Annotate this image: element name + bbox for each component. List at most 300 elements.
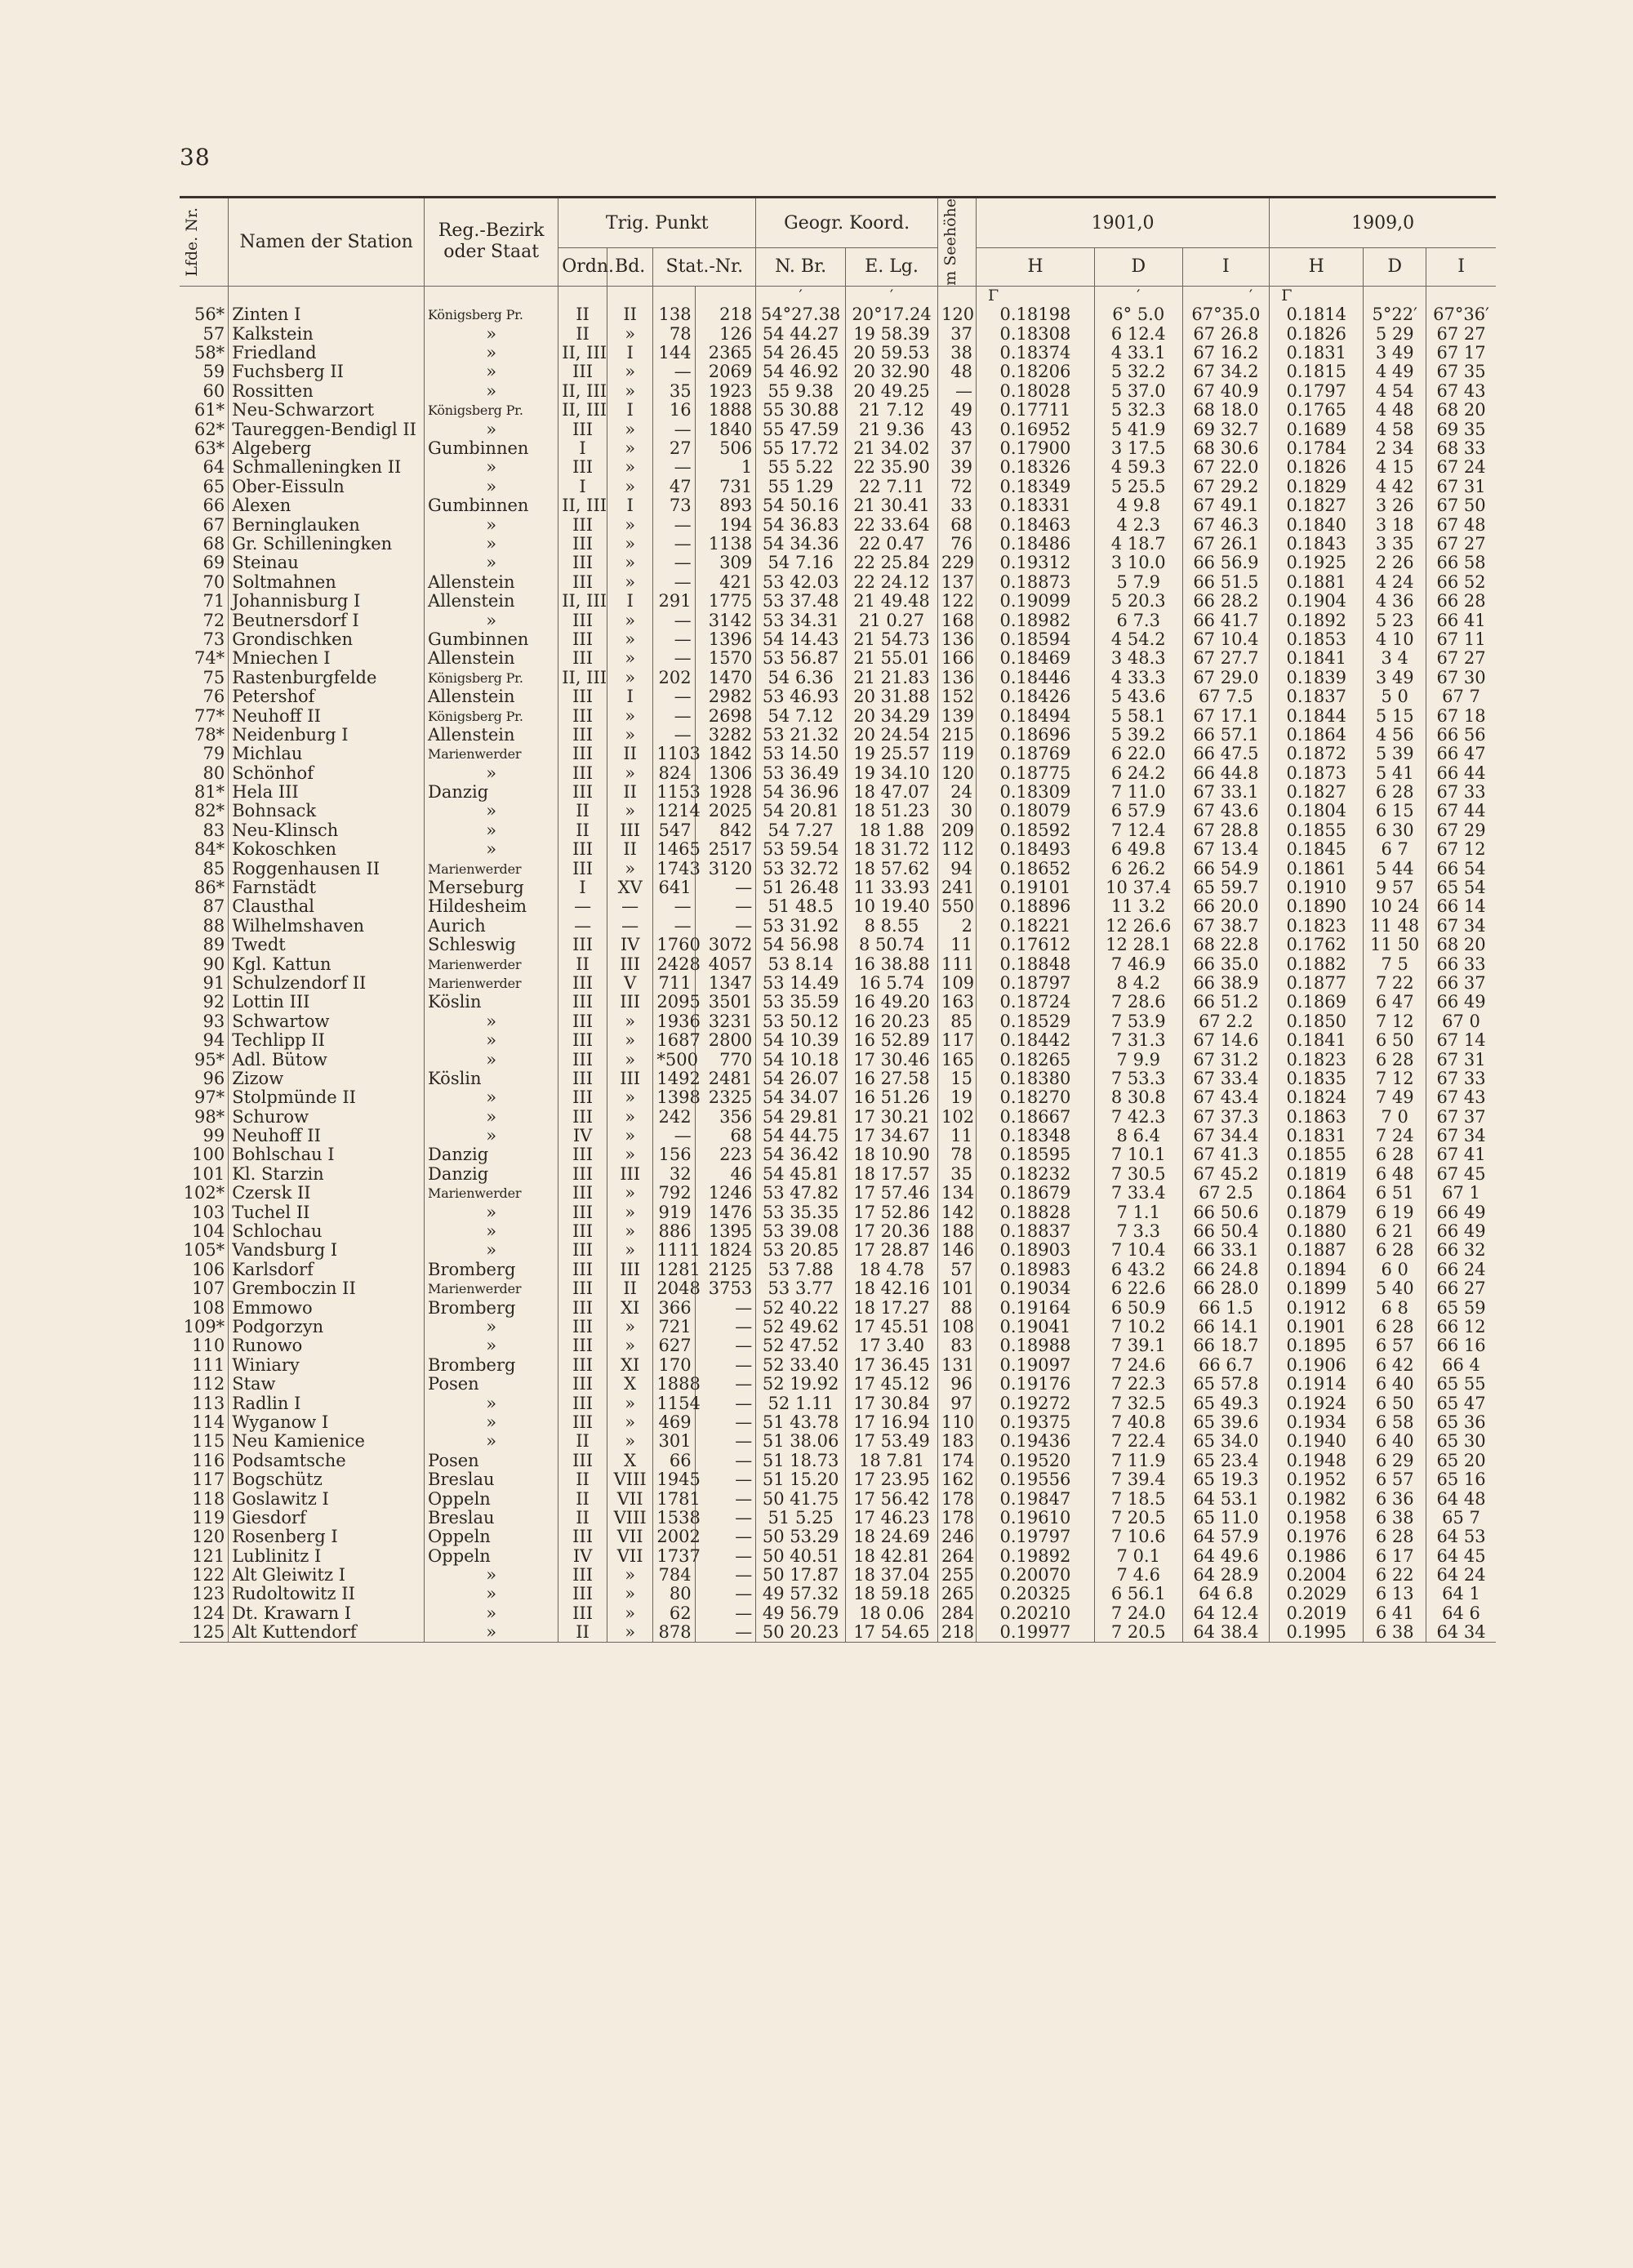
cell-stat-b: — bbox=[695, 1318, 756, 1336]
cell-stat-b: 68 bbox=[695, 1127, 756, 1145]
cell-d2: 7 22 bbox=[1364, 974, 1426, 993]
cell-stat-a: 301 bbox=[653, 1432, 695, 1451]
cell-elg: 16 27.58 bbox=[846, 1070, 938, 1088]
cell-name: Friedland bbox=[229, 344, 425, 362]
cell-hoehe: 174 bbox=[938, 1452, 977, 1470]
cell-stat-b: — bbox=[695, 1413, 756, 1432]
cell-elg: 18 37.04 bbox=[846, 1566, 938, 1585]
cell-stat-b: 2025 bbox=[695, 802, 756, 820]
cell-name: Staw bbox=[229, 1375, 425, 1394]
table-row bbox=[180, 1241, 1496, 1260]
cell-bd: » bbox=[607, 1145, 653, 1164]
cell-h1: 0.18493 bbox=[976, 840, 1094, 859]
cell-hoehe: 110 bbox=[938, 1413, 977, 1432]
table-row bbox=[180, 726, 1496, 745]
cell-stat-a: 1111 bbox=[653, 1241, 695, 1260]
cell-d1: 7 40.8 bbox=[1094, 1413, 1182, 1432]
cell-h2: 0.1869 bbox=[1270, 993, 1364, 1012]
cell-h2: 0.1835 bbox=[1270, 1070, 1364, 1088]
cell-hoehe: 96 bbox=[938, 1375, 977, 1394]
cell-hoehe: 218 bbox=[938, 1623, 977, 1643]
cell-i2: 67 45 bbox=[1436, 1163, 1486, 1184]
cell-h2: 0.1837 bbox=[1270, 687, 1364, 706]
cell-name: Soltmahnen bbox=[229, 573, 425, 592]
cell-stat-b: 356 bbox=[695, 1108, 756, 1127]
table-row bbox=[180, 917, 1496, 936]
cell-nbr: 52 19.92 bbox=[756, 1375, 846, 1394]
cell-reg: » bbox=[425, 1623, 558, 1643]
cell-ordn: III bbox=[558, 783, 607, 802]
table-row bbox=[180, 1050, 1496, 1069]
cell-reg: Danzig bbox=[425, 1165, 558, 1184]
cell-i1: 67 16.2 bbox=[1182, 344, 1270, 362]
cell-nr: 81* bbox=[180, 783, 229, 802]
cell-nbr: 54 7.12 bbox=[756, 706, 846, 725]
cell-d1: 6 49.8 bbox=[1094, 840, 1182, 859]
cell-reg: Aurich bbox=[425, 917, 558, 936]
cell-nbr: 51 5.25 bbox=[756, 1509, 846, 1528]
table-row bbox=[180, 305, 1496, 324]
cell-stat-b: 1570 bbox=[695, 649, 756, 668]
cell-i1: 67 7.5 bbox=[1182, 687, 1270, 706]
cell-nr: 106 bbox=[180, 1261, 229, 1279]
cell-stat-a: — bbox=[653, 897, 695, 916]
cell-ordn: III bbox=[558, 1203, 607, 1221]
cell-d1: 7 10.2 bbox=[1094, 1318, 1182, 1336]
cell-i1: 67 26.8 bbox=[1182, 325, 1270, 344]
cell-d1: 4 59.3 bbox=[1094, 458, 1182, 477]
cell-ordn: IV bbox=[558, 1547, 607, 1566]
cell-i2: 66 52 bbox=[1436, 571, 1486, 592]
cell-bd: » bbox=[607, 1566, 653, 1585]
cell-name: Alt Kuttendorf bbox=[229, 1623, 425, 1643]
cell-ordn: III bbox=[558, 458, 607, 477]
header-e-lg: E. Lg. bbox=[846, 248, 938, 287]
cell-elg: 17 30.46 bbox=[846, 1050, 938, 1069]
cell-bd: » bbox=[607, 763, 653, 782]
cell-h2: 0.1841 bbox=[1270, 1031, 1364, 1050]
table-row bbox=[180, 1088, 1496, 1107]
cell-hoehe: 264 bbox=[938, 1547, 977, 1566]
cell-stat-b: — bbox=[695, 1585, 756, 1603]
cell-reg: Oppeln bbox=[425, 1547, 558, 1566]
cell-hoehe: 229 bbox=[938, 554, 977, 572]
cell-ordn: III bbox=[558, 1528, 607, 1546]
cell-i2: 67 48 bbox=[1436, 514, 1486, 535]
cell-reg: Merseburg bbox=[425, 878, 558, 897]
cell-h2: 0.1912 bbox=[1270, 1298, 1364, 1317]
cell-elg: 18 42.16 bbox=[846, 1279, 938, 1298]
cell-bd: VII bbox=[607, 1528, 653, 1546]
cell-name: Ober-Eissuln bbox=[229, 478, 425, 496]
cell-d1: 7 31.3 bbox=[1094, 1031, 1182, 1050]
cell-nr: 77* bbox=[180, 706, 229, 725]
cell-ordn: II, III bbox=[558, 669, 607, 687]
cell-i2: 64 24 bbox=[1436, 1565, 1486, 1585]
cell-h2: 0.1841 bbox=[1270, 649, 1364, 668]
cell-ordn: III bbox=[558, 1298, 607, 1317]
cell-reg: » bbox=[425, 1031, 558, 1050]
cell-h1: 0.18380 bbox=[976, 1070, 1094, 1088]
cell-d2: 6 41 bbox=[1364, 1604, 1426, 1623]
cell-h1: 0.18837 bbox=[976, 1222, 1094, 1241]
cell-hoehe: 134 bbox=[938, 1184, 977, 1203]
cell-d2: 6 13 bbox=[1364, 1585, 1426, 1603]
cell-ordn: III bbox=[558, 1356, 607, 1375]
cell-stat-a: 919 bbox=[653, 1203, 695, 1221]
cell-stat-b: 1347 bbox=[695, 974, 756, 993]
table-row bbox=[180, 802, 1496, 820]
cell-i1: 66 20.0 bbox=[1182, 897, 1270, 916]
cell-stat-a: 156 bbox=[653, 1145, 695, 1164]
cell-d1: 6 7.3 bbox=[1094, 611, 1182, 629]
cell-elg: 16 38.88 bbox=[846, 954, 938, 973]
cell-hoehe: 178 bbox=[938, 1509, 977, 1528]
cell-ordn: III bbox=[558, 706, 607, 725]
cell-name: Fuchsberg II bbox=[229, 362, 425, 381]
cell-h1: 0.19176 bbox=[976, 1375, 1094, 1394]
cell-nr: 94 bbox=[180, 1031, 229, 1050]
cell-stat-b: — bbox=[695, 1336, 756, 1355]
cell-nbr: 53 3.77 bbox=[756, 1279, 846, 1298]
cell-reg: Oppeln bbox=[425, 1528, 558, 1546]
cell-hoehe: 68 bbox=[938, 515, 977, 534]
cell-i1: 67 37.3 bbox=[1182, 1108, 1270, 1127]
cell-d1: 4 33.3 bbox=[1094, 669, 1182, 687]
cell-i1: 65 19.3 bbox=[1182, 1470, 1270, 1489]
cell-nr: 65 bbox=[180, 478, 229, 496]
cell-i1: 66 6.7 bbox=[1182, 1356, 1270, 1375]
cell-bd: » bbox=[607, 1184, 653, 1203]
cell-stat-b: 1928 bbox=[695, 783, 756, 802]
cell-ordn: II, III bbox=[558, 496, 607, 515]
table-row bbox=[180, 1261, 1496, 1279]
cell-ordn: III bbox=[558, 535, 607, 554]
cell-bd: » bbox=[607, 1108, 653, 1127]
cell-reg: Königsberg Pr. bbox=[425, 401, 558, 420]
cell-h1: 0.19034 bbox=[976, 1279, 1094, 1298]
cell-stat-b: 1396 bbox=[695, 630, 756, 649]
cell-i2: 66 47 bbox=[1436, 744, 1486, 764]
cell-nbr: 50 41.75 bbox=[756, 1489, 846, 1508]
cell-stat-a: 1214 bbox=[653, 802, 695, 820]
cell-h1: 0.20325 bbox=[976, 1585, 1094, 1603]
cell-name: Wilhelmshaven bbox=[229, 917, 425, 936]
cell-nr: 59 bbox=[180, 362, 229, 381]
cell-d2: 6 22 bbox=[1364, 1566, 1426, 1585]
cell-elg: 17 54.65 bbox=[846, 1623, 938, 1643]
cell-name: Johannisburg I bbox=[229, 592, 425, 611]
cell-bd: » bbox=[607, 859, 653, 878]
cell-nbr: 51 43.78 bbox=[756, 1413, 846, 1432]
cell-bd: » bbox=[607, 1088, 653, 1107]
cell-name: Runowo bbox=[229, 1336, 425, 1355]
cell-i1: 67 33.1 bbox=[1182, 783, 1270, 802]
cell-nbr: 53 36.49 bbox=[756, 763, 846, 782]
cell-i2: 66 32 bbox=[1436, 1240, 1486, 1261]
cell-d1: 5 32.2 bbox=[1094, 362, 1182, 381]
cell-hoehe: 165 bbox=[938, 1050, 977, 1069]
cell-nr: 91 bbox=[180, 974, 229, 993]
cell-elg: 18 1.88 bbox=[846, 821, 938, 840]
cell-stat-b: 421 bbox=[695, 573, 756, 592]
cell-d1: 12 28.1 bbox=[1094, 936, 1182, 954]
cell-h2: 0.1840 bbox=[1270, 515, 1364, 534]
cell-i1: 67 27.7 bbox=[1182, 649, 1270, 668]
cell-hoehe: 49 bbox=[938, 401, 977, 420]
cell-h1: 0.18232 bbox=[976, 1165, 1094, 1184]
cell-name: Schulzendorf II bbox=[229, 974, 425, 993]
cell-name: Bogschütz bbox=[229, 1470, 425, 1489]
cell-h1: 0.19556 bbox=[976, 1470, 1094, 1489]
cell-h2: 0.1823 bbox=[1270, 917, 1364, 936]
cell-h1: 0.18079 bbox=[976, 802, 1094, 820]
cell-ordn: II bbox=[558, 305, 607, 324]
cell-i2: 67 24 bbox=[1436, 457, 1486, 478]
cell-reg: Posen bbox=[425, 1452, 558, 1470]
cell-d2: 5 0 bbox=[1364, 687, 1426, 706]
cell-hoehe: 39 bbox=[938, 458, 977, 477]
cell-i1: 67 28.8 bbox=[1182, 821, 1270, 840]
cell-h1: 0.18426 bbox=[976, 687, 1094, 706]
cell-reg: » bbox=[425, 515, 558, 534]
cell-stat-b: — bbox=[695, 1566, 756, 1585]
cell-bd: » bbox=[607, 1585, 653, 1603]
cell-stat-a: 469 bbox=[653, 1413, 695, 1432]
cell-h1: 0.18848 bbox=[976, 954, 1094, 973]
cell-reg: » bbox=[425, 611, 558, 629]
cell-i2: 66 33 bbox=[1436, 954, 1486, 974]
cell-stat-b: 731 bbox=[695, 478, 756, 496]
cell-stat-b: — bbox=[695, 1547, 756, 1566]
cell-i2: 66 28 bbox=[1436, 591, 1486, 611]
cell-reg: » bbox=[425, 1050, 558, 1069]
cell-name: Neuhoff II bbox=[229, 706, 425, 725]
cell-bd: I bbox=[607, 344, 653, 362]
cell-stat-a: 242 bbox=[653, 1108, 695, 1127]
cell-h1: 0.18594 bbox=[976, 630, 1094, 649]
cell-nr: 75 bbox=[180, 669, 229, 687]
cell-bd: » bbox=[607, 1222, 653, 1241]
cell-nbr: 54 10.18 bbox=[756, 1050, 846, 1069]
cell-h2: 0.1914 bbox=[1270, 1375, 1364, 1394]
cell-nr: 105* bbox=[180, 1241, 229, 1260]
cell-stat-b: 1246 bbox=[695, 1184, 756, 1203]
cell-h1: 0.18775 bbox=[976, 763, 1094, 782]
cell-stat-b: 218 bbox=[695, 305, 756, 324]
cell-hoehe: 119 bbox=[938, 745, 977, 763]
cell-bd: XI bbox=[607, 1356, 653, 1375]
cell-d1: 7 9.9 bbox=[1094, 1050, 1182, 1069]
table-row bbox=[180, 859, 1496, 878]
cell-nbr: 54 14.43 bbox=[756, 630, 846, 649]
cell-nbr: 52 49.62 bbox=[756, 1318, 846, 1336]
cell-d1: 6 43.2 bbox=[1094, 1261, 1182, 1279]
header-seehoehe: m Seehöhe bbox=[938, 198, 977, 287]
cell-h1: 0.16952 bbox=[976, 420, 1094, 438]
cell-i2: 66 44 bbox=[1436, 763, 1486, 783]
page-number: 38 bbox=[180, 144, 211, 171]
cell-i1: 67 34.2 bbox=[1182, 362, 1270, 381]
cell-h2: 0.1925 bbox=[1270, 554, 1364, 572]
cell-i2: 68 33 bbox=[1436, 438, 1486, 459]
cell-d2: 7 5 bbox=[1364, 954, 1426, 973]
cell-nbr: 53 46.93 bbox=[756, 687, 846, 706]
cell-elg: 17 3.40 bbox=[846, 1336, 938, 1355]
cell-stat-b: 2982 bbox=[695, 687, 756, 706]
cell-nbr: 54°27.38 bbox=[756, 305, 846, 324]
cell-reg: Köslin bbox=[425, 1070, 558, 1088]
cell-nbr: 53 34.31 bbox=[756, 611, 846, 629]
cell-elg: 21 34.02 bbox=[846, 439, 938, 458]
cell-ordn: III bbox=[558, 573, 607, 592]
cell-h2: 0.1765 bbox=[1270, 401, 1364, 420]
cell-elg: 22 24.12 bbox=[846, 573, 938, 592]
cell-nbr: 54 36.96 bbox=[756, 783, 846, 802]
cell-stat-b: — bbox=[695, 1452, 756, 1470]
cell-stat-b: 46 bbox=[695, 1165, 756, 1184]
cell-nr: 119 bbox=[180, 1509, 229, 1528]
header-trig-punkt: Trig. Punkt bbox=[558, 198, 756, 248]
cell-h1: 0.18442 bbox=[976, 1031, 1094, 1050]
cell-d1: 3 17.5 bbox=[1094, 439, 1182, 458]
cell-ordn: III bbox=[558, 1375, 607, 1394]
cell-d1: 7 22.4 bbox=[1094, 1432, 1182, 1451]
cell-i1: 67 40.9 bbox=[1182, 382, 1270, 401]
cell-stat-b: 1476 bbox=[695, 1203, 756, 1221]
cell-hoehe: 76 bbox=[938, 535, 977, 554]
cell-i1: 67 45.2 bbox=[1182, 1165, 1270, 1184]
cell-name: Schurow bbox=[229, 1108, 425, 1127]
cell-bd: » bbox=[607, 1241, 653, 1260]
cell-i2: 66 14 bbox=[1436, 896, 1486, 917]
cell-nr: 115 bbox=[180, 1432, 229, 1451]
cell-name: Berninglauken bbox=[229, 515, 425, 534]
cell-stat-a: 291 bbox=[653, 592, 695, 611]
cell-hoehe: 78 bbox=[938, 1145, 977, 1164]
cell-elg: 18 42.81 bbox=[846, 1547, 938, 1566]
cell-stat-a: 1465 bbox=[653, 840, 695, 859]
table-row bbox=[180, 821, 1496, 840]
cell-hoehe: 102 bbox=[938, 1108, 977, 1127]
cell-nbr: 55 5.22 bbox=[756, 458, 846, 477]
cell-reg: Allenstein bbox=[425, 573, 558, 592]
cell-bd: X bbox=[607, 1452, 653, 1470]
table-row bbox=[180, 649, 1496, 668]
cell-i1: 67 41.3 bbox=[1182, 1145, 1270, 1164]
cell-name: Bohlschau I bbox=[229, 1145, 425, 1164]
cell-elg: 17 56.42 bbox=[846, 1489, 938, 1508]
cell-d2: 4 36 bbox=[1364, 592, 1426, 611]
cell-d1: 7 33.4 bbox=[1094, 1184, 1182, 1203]
cell-h1: 0.18028 bbox=[976, 382, 1094, 401]
cell-h1: 0.17900 bbox=[976, 439, 1094, 458]
cell-nbr: 53 56.87 bbox=[756, 649, 846, 668]
cell-nr: 62* bbox=[180, 420, 229, 438]
cell-stat-a: 824 bbox=[653, 763, 695, 782]
cell-i2: 65 54 bbox=[1436, 878, 1486, 898]
cell-i2: 67 35 bbox=[1436, 362, 1486, 382]
cell-d1: 7 32.5 bbox=[1094, 1394, 1182, 1412]
cell-bd: » bbox=[607, 611, 653, 629]
cell-d2: 5 41 bbox=[1364, 763, 1426, 782]
cell-elg: 17 45.51 bbox=[846, 1318, 938, 1336]
cell-d2: 3 18 bbox=[1364, 515, 1426, 534]
cell-nr: 76 bbox=[180, 687, 229, 706]
cell-stat-a: 886 bbox=[653, 1222, 695, 1241]
cell-i2: 68 20 bbox=[1436, 935, 1486, 955]
cell-elg: 19 34.10 bbox=[846, 763, 938, 782]
cell-d2: 5 15 bbox=[1364, 706, 1426, 725]
cell-h2: 0.1815 bbox=[1270, 362, 1364, 381]
cell-d2: 4 24 bbox=[1364, 573, 1426, 592]
cell-name: Michlau bbox=[229, 745, 425, 763]
cell-hoehe: 30 bbox=[938, 802, 977, 820]
cell-d2: 11 48 bbox=[1364, 917, 1426, 936]
cell-hoehe: 88 bbox=[938, 1298, 977, 1317]
cell-name: Beutnersdorf I bbox=[229, 611, 425, 629]
cell-d2: 5 39 bbox=[1364, 745, 1426, 763]
cell-i1: 65 11.0 bbox=[1182, 1509, 1270, 1528]
cell-d1: 3 48.3 bbox=[1094, 649, 1182, 668]
cell-bd: VIII bbox=[607, 1470, 653, 1489]
cell-elg: 21 0.27 bbox=[846, 611, 938, 629]
cell-reg: Marienwerder bbox=[425, 745, 558, 763]
cell-h2: 0.1924 bbox=[1270, 1394, 1364, 1412]
cell-name: Neidenburg I bbox=[229, 726, 425, 745]
cell-d1: 7 30.5 bbox=[1094, 1165, 1182, 1184]
cell-nr: 66 bbox=[180, 496, 229, 515]
cell-nr: 108 bbox=[180, 1298, 229, 1317]
cell-elg: 19 58.39 bbox=[846, 325, 938, 344]
cell-ordn: III bbox=[558, 1336, 607, 1355]
cell-nr: 56* bbox=[180, 305, 229, 324]
cell-stat-b: 3120 bbox=[695, 859, 756, 878]
cell-stat-b: 194 bbox=[695, 515, 756, 534]
cell-bd: I bbox=[607, 592, 653, 611]
cell-h2: 0.1899 bbox=[1270, 1279, 1364, 1298]
cell-reg: Bromberg bbox=[425, 1356, 558, 1375]
cell-reg: Königsberg Pr. bbox=[425, 305, 558, 324]
cell-reg: Allenstein bbox=[425, 726, 558, 745]
cell-i2: 66 37 bbox=[1436, 972, 1486, 993]
cell-bd: » bbox=[607, 1432, 653, 1451]
cell-bd: » bbox=[607, 362, 653, 381]
table-row bbox=[180, 1336, 1496, 1355]
cell-h1: 0.19097 bbox=[976, 1356, 1094, 1375]
cell-i1: 66 50.6 bbox=[1182, 1203, 1270, 1221]
cell-stat-b: 2069 bbox=[695, 362, 756, 381]
cell-i1: 66 28.2 bbox=[1182, 592, 1270, 611]
cell-d2: 6 7 bbox=[1364, 840, 1426, 859]
cell-nr: 110 bbox=[180, 1336, 229, 1355]
cell-d1: 6° 5.0 bbox=[1094, 305, 1182, 324]
cell-nbr: 52 1.11 bbox=[756, 1394, 846, 1412]
cell-h2: 0.1855 bbox=[1270, 821, 1364, 840]
cell-h2: 0.1831 bbox=[1270, 344, 1364, 362]
cell-h1: 0.18769 bbox=[976, 745, 1094, 763]
table-row bbox=[180, 344, 1496, 362]
cell-h1: 0.19610 bbox=[976, 1509, 1094, 1528]
cell-elg: 10 19.40 bbox=[846, 897, 938, 916]
cell-h2: 0.1873 bbox=[1270, 763, 1364, 782]
cell-nr: 86* bbox=[180, 878, 229, 897]
cell-h1: 0.19272 bbox=[976, 1394, 1094, 1412]
cell-hoehe: 209 bbox=[938, 821, 977, 840]
cell-i1: 66 33.1 bbox=[1182, 1241, 1270, 1260]
cell-reg: » bbox=[425, 1318, 558, 1336]
cell-h1: 0.18983 bbox=[976, 1261, 1094, 1279]
